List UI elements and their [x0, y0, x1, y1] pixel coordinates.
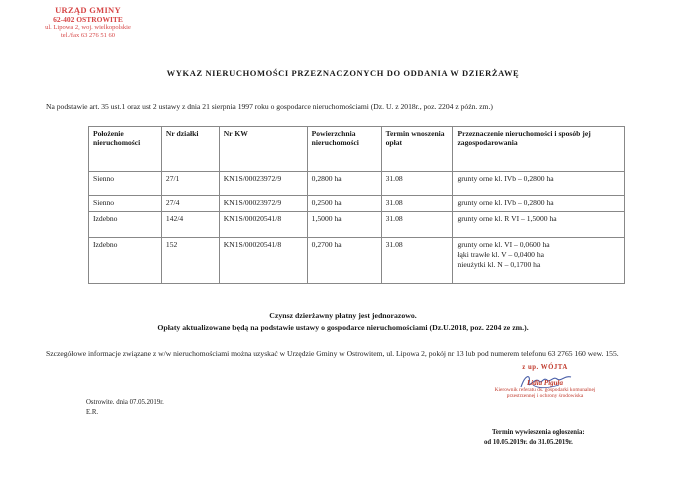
signatory-name: Lidia Piguła	[527, 379, 563, 387]
cell-plot-no: 152	[161, 238, 219, 284]
cell-area: 0,2800 ha	[307, 172, 381, 196]
purpose-line: nieużytki kl. N – 0,1700 ha	[457, 259, 541, 269]
place-date: Ostrowite. dnia 07.05.2019r.	[86, 399, 164, 406]
cell-area: 0,2700 ha	[307, 238, 381, 284]
cell-kw: KN1S/00020541/8	[219, 238, 307, 284]
purpose-line: grunty orne kl. IVb – 0,2800 ha	[457, 174, 554, 183]
header-area: Powierzchnia nieruchomości	[307, 127, 381, 172]
table-row	[89, 172, 625, 196]
purpose-line: grunty orne kl. VI – 0,0600 ha	[457, 240, 550, 249]
rent-terms	[0, 310, 686, 334]
purpose-line: łąki trawłe kl. V – 0,0400 ha	[457, 249, 545, 259]
legal-basis: Na podstawie art. 35 ust.1 oraz ust 2 ustawy z dnia 21 sierpnia 1997 roku o gospodarce nieruchomościami (Dz. U. z 2018r., poz. 2204 z późn. zm.)	[46, 102, 493, 111]
signature-block	[470, 364, 620, 400]
rent-line-2: Opłaty aktualizowane będą na podstawie ustawy o gospodarce nieruchomościami (Dz.U.2018, poz. 2204 ze zm.).	[157, 323, 529, 333]
signature-authority: z up. WÓJTA	[522, 364, 568, 371]
cell-payment-due: 31.08	[381, 172, 453, 196]
table-header-row	[89, 127, 625, 172]
office-stamp	[24, 6, 152, 39]
cell-location: Izdebno	[89, 238, 162, 284]
cell-area: 1,5000 ha	[307, 212, 381, 238]
table-row	[89, 238, 625, 284]
cell-purpose	[453, 196, 625, 212]
posting-dates: od 10.05.2019r. do 31.05.2019r.	[484, 438, 573, 446]
cell-payment-due: 31.08	[381, 212, 453, 238]
table-row	[89, 212, 625, 238]
cell-plot-no: 27/4	[161, 196, 219, 212]
cell-kw: KN1S/00023972/9	[219, 196, 307, 212]
signatory-role-1: Kierownik referatu ds. gospodarki komunalnej	[494, 387, 596, 393]
initials: E.R.	[86, 408, 99, 416]
header-purpose: Przeznaczenie nieruchomości i sposób jej zagospodarowania	[453, 127, 625, 172]
contact-info: Szczegółowe informacje związane z w/w nieruchomościami można uzyskać w Urzędzie Gminy w Ostrowitem, ul. Lipowa 2, pokój nr 13 lub pod numerem telefonu 63 2765 160 wew. 155.	[46, 349, 619, 358]
cell-purpose	[453, 172, 625, 196]
signatory-role-2: przestrzennej i ochrony środowiska	[506, 393, 584, 400]
stamp-line-1: URZĄD GMINY	[55, 5, 121, 15]
place-date-block	[86, 398, 164, 417]
cell-plot-no: 27/1	[161, 172, 219, 196]
cell-payment-due: 31.08	[381, 196, 453, 212]
purpose-line: grunty orne kl. R VI – 1,5000 ha	[457, 214, 557, 223]
cell-location: Sienno	[89, 172, 162, 196]
stamp-line-2: 62-402 OSTROWITE	[53, 14, 123, 24]
cell-purpose	[453, 238, 625, 284]
document-title: WYKAZ NIERUCHOMOŚCI PRZEZNACZONYCH DO ODDANIA W DZIERŻAWĘ	[166, 68, 520, 78]
header-payment-due: Termin wnoszenia opłat	[381, 127, 453, 172]
posting-label: Termin wywieszenia ogłoszenia:	[492, 429, 585, 436]
cell-kw: KN1S/00020541/8	[219, 212, 307, 238]
purpose-line: grunty orne kl. IVb – 0,2800 ha	[457, 198, 554, 207]
header-location: Położenie nieruchomości	[89, 127, 162, 172]
cell-location: Izdebno	[89, 212, 162, 238]
cell-plot-no: 142/4	[161, 212, 219, 238]
cell-purpose	[453, 212, 625, 238]
header-kw: Nr KW	[219, 127, 307, 172]
cell-kw: KN1S/00023972/9	[219, 172, 307, 196]
cell-area: 0,2500 ha	[307, 196, 381, 212]
cell-payment-due: 31.08	[381, 238, 453, 284]
rent-line-1: Czynsz dzierżawny płatny jest jednorazowo.	[269, 311, 417, 320]
stamp-line-4: tel./fax 63 276 51 60	[61, 31, 115, 39]
posting-period	[484, 428, 624, 447]
cell-location: Sienno	[89, 196, 162, 212]
table-row	[89, 196, 625, 212]
stamp-line-3: ul. Lipowa 2, woj. wielkopolskie	[45, 24, 131, 32]
property-table	[88, 126, 625, 284]
header-plot-no: Nr działki	[161, 127, 219, 172]
